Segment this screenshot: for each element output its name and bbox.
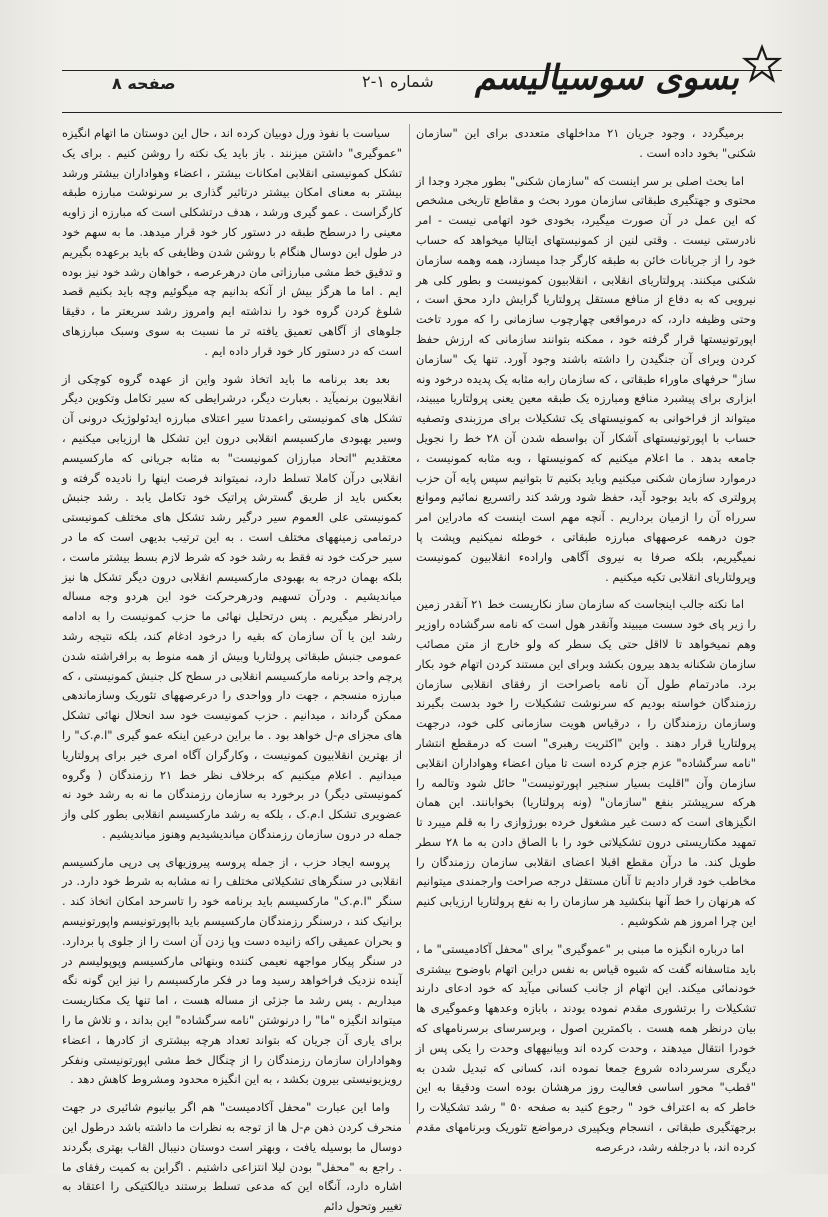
paragraph: اما بحث اصلی بر سر اینست که "سازمان شکنی" بطور مجرد وجدا از محتوی و جهتگیری طبقاتی سازمان مورد بحث و مقاطع تاریخی مشخص که این عمل در آن صورت میگیرد، بخودی خود اتهامی نیست - امر نادرستی نیست . وقتی لنین از کمونیستهای ایتالیا میخواهد که حساب خود را از جریانات خائن به طبقه کارگر جدا میسازد، همه وهمه سازمان شکنی میکنند. پرولتاریای انقلابی ، انقلابیون کمونیست و بطور کلی هر نیرویی که به دفاع از منافع مستقل پرولتاریا گرایش دارد محق است ، وحتی وظیفه دارد، که درمواقعی چهارچوب سازمانی را که مورد تاخت اپورتونیستها قرار گرفته خود ، ممکنه بتوانند سازمانی که ارزش حفظ کردن ویرای آن جنگیدن را داشته باشند وجود آورد. تنها یک "سازمان ساز" حرفهای ماوراء طبقاتی ، که سازمان رابه مثابه یک پدیده درخود ونه ابزاری برای پیشبرد منافع ومبارزه یک طبقه معین یعنی پرولتاریا میبیند، میتواند از فراخوانی به کمونیستهای یک تشکیلات برای مرزبندی وتصفیه حساب با اپورتونیستهای آشکار آن بواسطه شدن آن ۲۸ خط را نجویل جامعه بدهد . ما اعلام میکنیم که کمونیستها ، وبه مثابه کمونیست ، درموارد سازمان شکنی میکنیم وباید بکنیم تا بتوانیم سپس پایه آن حزب پرولتری که باید بوجود آید، حفظ شود ورشد کند راتسریع نمائیم وموانع سرراه آن را ازمیان برداریم . آنچه مهم است اینست که مادراین امر جون درهمه عرصههای مبارزه طبقاتی ، خوطئه نمیکنیم وپشت پا نمیگیریم، بلکه صرفا به نیروی آگاهی وارادهء انقلابیون کمونیست وپرولتاریای انقلابی تکیه میکنیم .: [416, 173, 756, 584]
page-number: صفحه ۸: [112, 74, 176, 93]
paragraph: اما درباره انگیزه ما مبنی بر "عموگیری" برای "محفل آکادمیستی" ما ، باید متاسفانه گفت که شیوه قیاس به نفس دراین اتهام باوضوح بیشتری خودنمائی میکند. این اتهام از جانب کسانی میآید که خود ادعای دارند تشکیلات را برتشوری مقدم نموده بودند ، بابازه وعدهها وعموگیری ها بیان درنظر همه هست . باکمترین اصول ، وبرسرسای برسرنامهای که خودرا انتقال میدهند ، وحدت کرده اند وبیانیههای وحدت را یکی پس از دیگری سرسرداده شروع جمعا نموده اند، کسانی که تبدیل شدن به "قطب" محور اساسی فعالیت روز مرهشان بوده است ودقیقا به این خاطر که به اعتراف خود " رجوع کنید به صفحه ۵۰ " رشد تشکیلات را برجهتگیری طبقاتی ، انسجام ویکپیری درمواضع تئوریک وبرنامهای مقدم کرده اند، با درجلفه رشد، درعرصه: [416, 941, 756, 1154]
paragraph: برمیگردد ، وجود جریان ۲۱ مداخلهای متعددی برای این "سازمان شکنی" بخود داده است .: [416, 126, 756, 160]
issue-number: شماره ۱-۲: [362, 72, 434, 91]
paragraph: پروسه ایجاد حزب ، از جمله پروسه پیروزیهای پی درپی مارکسیسم انقلابی در سنگرهای تشکیلاتی مختلف را نه مشابه به شرط خود دارد. در سنگر "ا.م.ک" مارکسیسم باید برنامه خود را تاسرحد امکان اتخاذ کند . برانیک کند ، درسنگر رزمندگان مارکسیسم باید بااپورتونیسم واپورتونیسم و بحران عمیقی راکه زانیده دست وپا زدن آن است را از جلوی پا بردارد. در سنگر پیکار مواجهه نعیمی کننده وبنهائی مارکسیسم وپوپولیسم در آینده نزدیک فراخواهد رسید وما در فکر مارکسیسم را نیز این گونه نگه میداریم . پس رشد ما جزئی از مساله هست ، اما تنها یک مکتاریست میتواند انگیزه "ما" را درنوشتن "نامه سرگشاده" این بداند ، و تلاش ما را برای یاری آن جریان که بتواند تعداد هرچه بیشتری از کادرها ، اعضاء وهواداران سازمان رزمندگان را از چنگال خط مشی اپورتونیستی ونفکر رویزیونیستی بیرون بکشد ، به این انگیزه محدود ومشروط کاهش دهد .: [62, 854, 402, 1087]
column-divider: [409, 124, 410, 1124]
header: [62, 40, 782, 115]
star-icon: [742, 44, 782, 84]
paragraph: واما این عبارت "محفل آکادمیست" هم اگر بیانبوم شائیری در جهت منحرف کردن ذهن م-ل ها از توجه به نظرات ما داشته باشد درطول این دوسال ما بوسیله یافت ، وبهتر است دوستان دنیبال القاب بهتری بگردند . راجع به "محفل" بودن لیلا انتزاعی داشتیم . اگراین به کمیت رفقای ما اشاره دارد، آنگاه این که مدعی تسلط برستند دیالکتیکی را اعتقاد به تغییر وتحول دائم: [62, 1100, 402, 1214]
left-column: [62, 124, 402, 1214]
right-column: [416, 124, 757, 1154]
masthead-title: بسوی سوسیالیسم: [473, 58, 747, 98]
paragraph: اما نکته جالب اینجاست که سازمان ساز نکاریست خط ۲۱ آنقدر زمین را زیر پای خود سست میبیند وآنقدر هول است که نامه سرگشاده راوزیر وهم نمیخواهد تا لااقل حتی یک سطر که ولو خارج از متن مصائب سازمان شکنانه بدهد بیرون بکشد وبرای این مستند کردن اتهام خود بکار برد. مادرتمام طول آن نامه باصراحت از رفقای انقلابی سازمان رزمندگان خواسته بودیم که سرنوشت تشکیلات را خود بدست بگیرند وسازمان رزمندگان را ، درقیاس هویت سازمانی کلی خود، درجهت پرولتاریا قرار دهند . واین "اکثریت رهبری" است که درمقطع انتشار "نامه سرگشاده" عزم جزم کرده است تا میان اعضاء وهواداران انقلابی سازمان وآن "اقلیت بسیار سنجیر اپورتونیست" حائل شود وتالمه را هرکه سرپیشتر بنفع "سازمان" (ونه پرولتاریا) بخوابانند. این همان انگیزهای است که دست غیر مشغول خرده بورژوازی را به قلم میبرد تا تمهید مکتاریستی درون تشکیلاتی خود را با الصاق دادن به ما ۲۸ سطر طویل کند. ما درآن مقطع اقبلا اعضای انقلابی سازمان رزمندگان را مخاطب خود قرار دادیم تا آنان مستقل درجه صراحت وارجمندی میتوانیم که هرنهان را خط آنها بنکشید هر سازمان را به نفع پرولتاریا ارزیابی کنیم این چرا امروز هم شکوشیم .: [416, 597, 757, 929]
paragraph: بعد بعد برنامه ما باید اتخاذ شود واین از عهده گروه کوچکی از انقلابیون برنمیآید . بعبارت دیگر، درشرایطی که سیر تکامل وتکوین دیگر تشکل های کمونیستی راعمدتا سیر اعتلای مبارزه ایدئولوژیک درونی آن وسیر بهبودی مارکسیسم انقلابی درون این تشکل ها ارزیابی میکنیم ، معتقدیم "اتحاد مبارزان کمونیست" به مثابه جریانی که مارکسیسم انقلابی درآن کاملا تسلط دارد، نمیتواند فرصت اینها را نادیده گرفته و بعکس باید از طریق گسترش پراتیک خود تکامل یابد . رشد جنبش کمونیستی علی العموم سیر درگیر رشد تشکل های مختلف کمونیستی درتمامی زمینههای مختلف است . به این ترتیب بدیهی است که ما در سیر حرکت خود نه فقط به رشد خود که شرط لازم بسط بیشتر ماست ، بلکه بهمان درجه به بهبودی مارکسیسم انقلابی درون دیگر تشکل ها نیز میاندیشیم . ودرآن تسهیم ودرهرحرکت خود این هردو وجه مساله رادرنظر میگیریم . پس درتحلیل نهائی ما حزب کمونیست را به ادامه رشد این یا آن سازمان که بقیه را درخود ادغام کند، بلکه نتیجه رشد عمومی جنبش طبقاتی پرولتاریا وبیش از همه منوط به برافراشته شدن پرچم واحد برنامه مارکسیسم انقلابی در سطح کل جنبش کمونیستی ، که مبارزه منسجم ، جهت دار وواحدی را درعرصههای تئوریک وسازماندهی ممکن گرداند ، میدانیم . حزب کمونیست خود سد انحلال نهائی تشکل های مجزای م-ل خواهد بود . ما براین درعین اینکه عمو گیری "ا.م.ک" را از بهترین انقلابیون کمونیست ، وکارگران آگاه امری خیر برای پرولتاریا میدانیم . اعلام میکنیم که برخلاف نظر خط ۲۱ رزمندگان ( وگروه کمونیستی دیگر) در برخورد به سازمان رزمندگان ما نه به رشد خود نه عضویری تشکل ا.م.ک ، بلکه به رشد مارکسیسم انقلابی بطور کلی واز جمله در درون سازمان رزمندگان میاندیشیدیم وهنوز میاندیشیم .: [62, 371, 402, 841]
paragraph: سیاست با نفوذ ورل دوبیان کرده اند ، حال این دوستان ما اتهام انگیزه "عموگیری" داشتن میزنند . باز باید یک نکته را روشن کنیم . برای یک تشکل کمونیستی انقلابی امکانات بیشتر ، اعضاء وهواداران بیشتر ورشد بیشتر به معنای امکان بیشتر درتاثیر گذاری بر سرنوشت مبارزه طبقه کارگراست . عمو گیری ورشد ، هدف درتشکلی است که مبارزه از زاویه معینی را درسطح طبقه در دستور کار خود قرار میدهد. ما به سهم خود در طول این دوسال هنگام با روشن شدن وظایفی که باید برعهده بگیریم و تدقیق خط مشی مبارزاتی مان درهرعرصه ، خواهان رشد خود نیز بوده ایم . اما ما هرگز بیش از آنکه بدانیم چه میگوئیم وچه باید بکنیم قصد شلوغ کردن گروه خود را نداشته ایم وامروز رشد سریعتر ما ، دقیقا جلوهای از آگاهی تعمیق یافته تر ما نسبت به سوی وسبک مبارزهای است که در دستور کار خود قرار داده ایم .: [62, 126, 402, 358]
